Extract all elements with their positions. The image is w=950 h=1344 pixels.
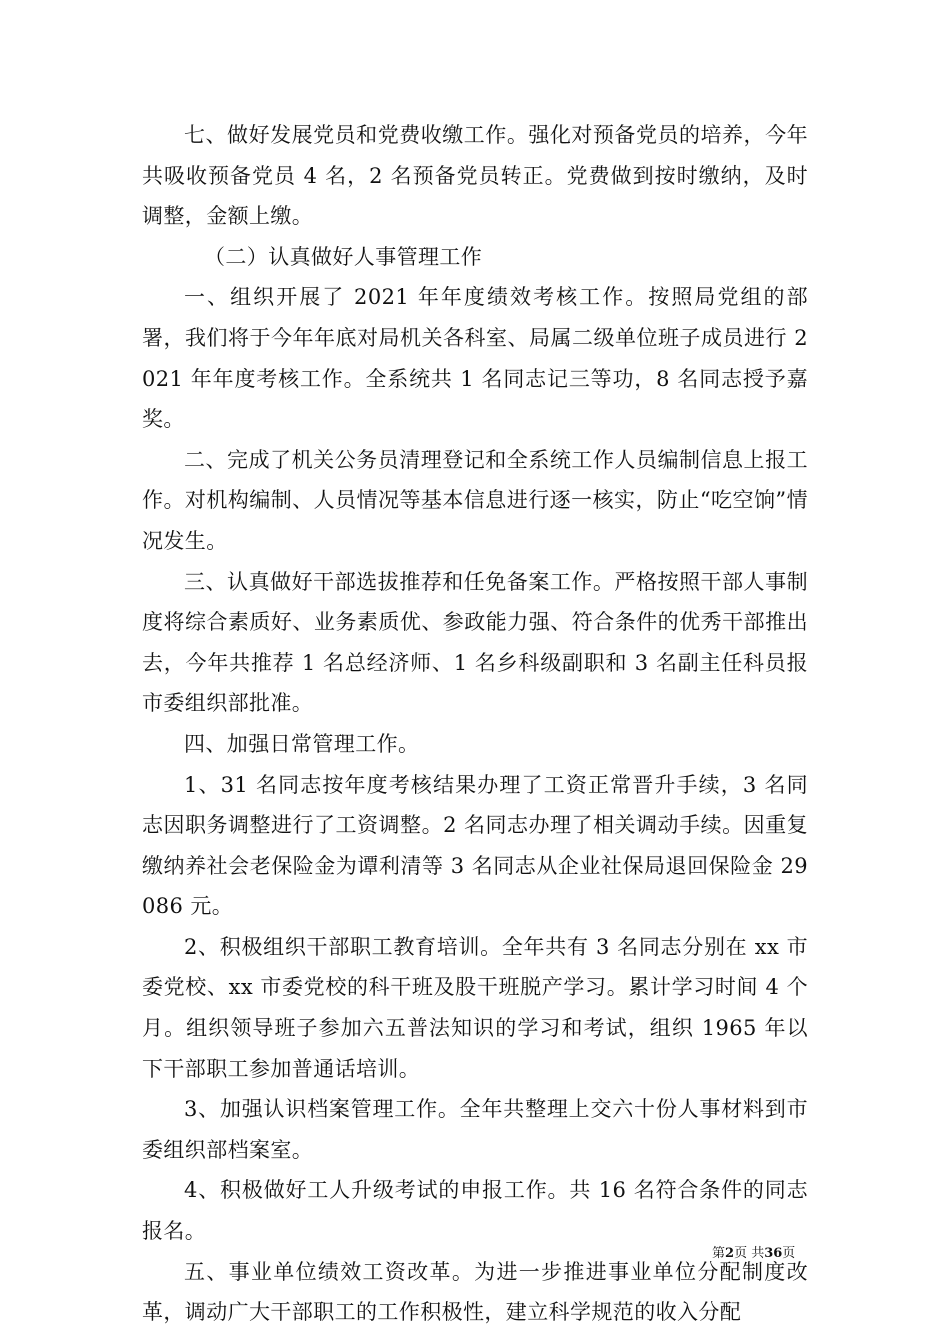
paragraph-cadre-selection: 三、认真做好干部选拔推荐和任免备案工作。严格按照干部人事制度将综合素质好、业务素质优、参政能力强、符合条件的优秀干部推出去，今年共推荐 1 名总经济师、1 名乡科级副职和 3 名副主任科员报市委组织部批准。 (142, 569, 808, 716)
paragraph-worker-exam: 4、积极做好工人升级考试的申报工作。共 16 名符合条件的同志报名。 (142, 1178, 808, 1244)
total-page-number: 36 (764, 1246, 783, 1261)
footer-suffix: 页 (782, 1246, 796, 1261)
paragraph-party-members: 七、做好发展党员和党费收缴工作。强化对预备党员的培养，今年共吸收预备党员 4 名，2 名预备党员转正。党费做到按时缴纳，及时调整，金额上缴。 (142, 123, 808, 229)
current-page-number: 2 (725, 1246, 735, 1261)
paragraph-civil-servant-registration: 二、完成了机关公务员清理登记和全系统工作人员编制信息上报工作。对机构编制、人员情况等基本信息进行逐一核实，防止“吃空饷”情况发生。 (142, 447, 808, 553)
document-body (142, 115, 808, 1333)
paragraph-training: 2、积极组织干部职工教育培训。全年共有 3 名同志分别在 xx 市委党校、xx 市委党校的科干班及股干班脱产学习。累计学习时间 4 个月。组织领导班子参加六五普法知识的学习和考试，组织 1965 年以下干部职工参加普通话培训。 (142, 934, 808, 1081)
paragraph-salary-reform: 五、事业单位绩效工资改革。为进一步推进事业单位分配制度改革，调动广大干部职工的工作积极性，建立科学规范的收入分配 (142, 1259, 808, 1325)
footer-middle: 页 共 (734, 1246, 765, 1261)
paragraph-salary-adjustment: 1、31 名同志按年度考核结果办理了工资正常晋升手续，3 名同志因职务调整进行了工资调整。2 名同志办理了相关调动手续。因重复缴纳养社会老保险金为谭利清等 3 名同志从企业社保局退回保险金 29086 元。 (142, 772, 808, 919)
page-number-footer (712, 1246, 832, 1262)
section-heading-personnel: （二）认真做好人事管理工作 (204, 244, 483, 269)
footer-prefix: 第 (712, 1246, 726, 1261)
paragraph-performance-review: 一、组织开展了 2021 年年度绩效考核工作。按照局党组的部署，我们将于今年年底对局机关各科室、局属二级单位班子成员进行 2021 年年度考核工作。全系统共 1 名同志记三等功，8 名同志授予嘉奖。 (142, 285, 808, 432)
paragraph-archives: 3、加强认识档案管理工作。全年共整理上交六十份人事材料到市委组织部档案室。 (142, 1097, 808, 1162)
paragraph-daily-management: 四、加强日常管理工作。 (184, 731, 420, 756)
